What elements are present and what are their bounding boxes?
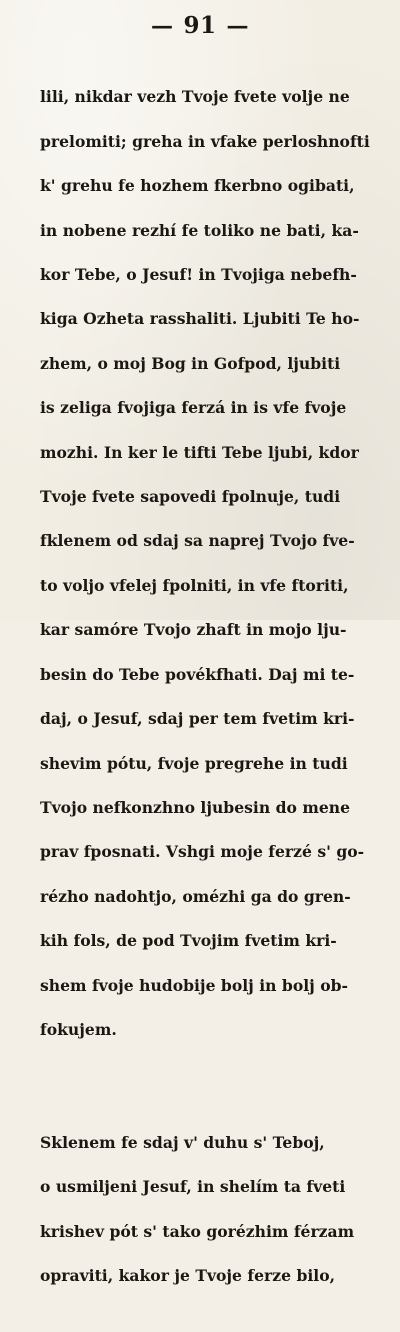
text-line: prelomiti; greha in vfake perloshnofti <box>40 131 370 151</box>
page-number: 91 <box>183 12 217 39</box>
text-line: daj, o Jesuf, sdaj per tem fvetim kri- <box>40 709 355 729</box>
page-text <box>40 42 385 1332</box>
text-line: krishev pót s' tako gorézhim férzam <box>40 1221 355 1241</box>
text-line: Sklenem fe sdaj v' duhu s' Teboj, <box>40 1132 325 1152</box>
paragraph-1 <box>40 64 385 1063</box>
paragraph-2 <box>40 1110 385 1310</box>
text-line: lili, nikdar vezh Tvoje fvete volje ne <box>40 87 350 107</box>
text-line: besin do Tebe povékfhati. Daj mi te- <box>40 664 355 684</box>
text-line: kih fols, de pod Tvojim fvetim kri- <box>40 931 337 951</box>
text-line: o usmiljeni Jesuf, in shelím ta fveti <box>40 1177 346 1197</box>
text-line: in nobene rezhí fe toliko ne bati, ka- <box>40 220 359 240</box>
text-line: fklenem od sdaj sa naprej Tvojo fve- <box>40 531 355 551</box>
header-dash-right: — <box>226 12 249 39</box>
text-line: opraviti, kakor je Tvoje ferze bilo, <box>40 1266 336 1286</box>
text-line: kor Tebe, o Jesuf! in Tvojiga nebefh- <box>40 265 357 285</box>
text-line: fokujem. <box>40 1019 117 1039</box>
text-line: mozhi. In ker le tifti Tebe ljubi, kdor <box>40 442 359 462</box>
text-line: prav fposnati. Vshgi moje ferzé s' go- <box>40 842 365 862</box>
text-line: shevim pótu, fvoje pregrehe in tudi <box>40 753 348 773</box>
header-dash-left: — <box>150 12 174 39</box>
text-line: shem fvoje hudobije bolj in bolj ob- <box>40 975 348 995</box>
page-header <box>0 12 400 39</box>
text-line: rézho nadohtjo, omézhi ga do gren- <box>40 886 351 906</box>
text-line: zhem, o moj Bog in Gofpod, ljubiti <box>40 353 341 373</box>
text-line: k' grehu fe hozhem fkerbno ogibati, <box>40 176 355 196</box>
text-line: is zeliga fvojiga ferzá in is vfe fvoje <box>40 398 347 418</box>
text-line: to voljo vfelej fpolniti, in vfe ftoriti, <box>40 575 349 595</box>
text-line: kiga Ozheta rasshaliti. Ljubiti Te ho- <box>40 309 360 329</box>
text-line: Tvoje fvete sapovedi fpolnuje, tudi <box>40 487 341 507</box>
text-line: Tvojo nefkonzhno ljubesin do mene <box>40 797 351 817</box>
text-line: kar samóre Tvojo zhaft in mojo lju- <box>40 620 347 640</box>
